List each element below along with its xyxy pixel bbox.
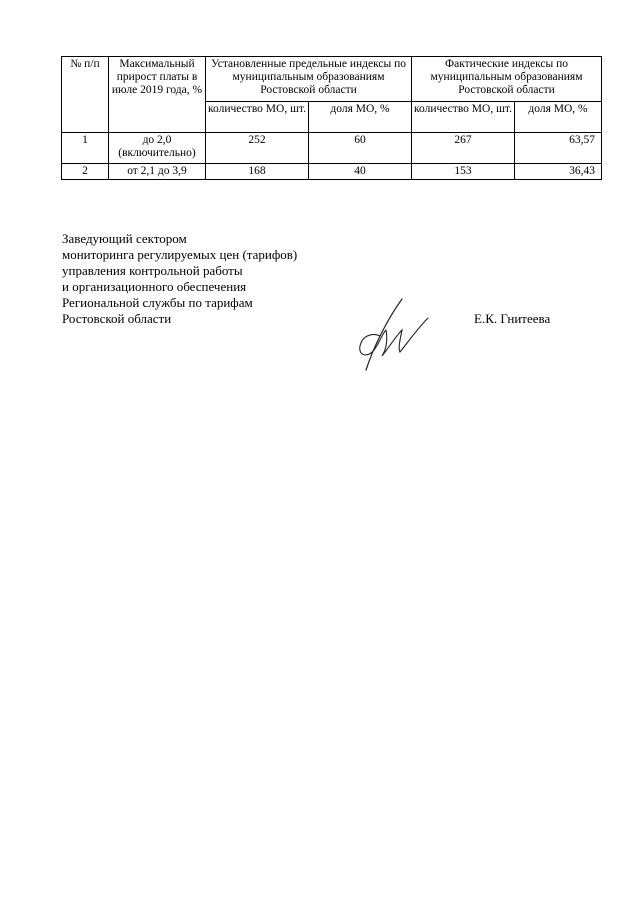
cell-act-count: 267 xyxy=(412,133,515,164)
title-line: мониторинга регулируемых цен (тарифов) xyxy=(62,247,298,262)
header-act-count: количество МО, шт. xyxy=(412,102,515,133)
title-line: Ростовской области xyxy=(62,311,172,326)
cell-num: 1 xyxy=(62,133,109,164)
header-num: № п/п xyxy=(62,57,109,133)
cell-est-count: 252 xyxy=(206,133,309,164)
cell-range: от 2,1 до 3,9 xyxy=(109,164,206,180)
header-est-count: количество МО, шт. xyxy=(206,102,309,133)
handwritten-signature xyxy=(352,296,432,374)
cell-est-share: 40 xyxy=(309,164,412,180)
header-actual: Фактические индексы по муниципальным образованиям Ростовской области xyxy=(412,57,602,102)
indices-table xyxy=(61,56,602,180)
table-row xyxy=(62,133,602,164)
table-header-row xyxy=(62,57,602,102)
title-line: и организационного обеспечения xyxy=(62,279,247,294)
cell-num: 2 xyxy=(62,164,109,180)
title-line: управления контрольной работы xyxy=(62,263,243,278)
title-line: Заведующий сектором xyxy=(62,231,187,246)
cell-est-share: 60 xyxy=(309,133,412,164)
cell-act-share: 63,57 xyxy=(515,133,602,164)
header-established: Установленные предельные индексы по муниципальным образованиям Ростовской области xyxy=(206,57,412,102)
header-max-growth: Максимальный прирост платы в июле 2019 года, % xyxy=(109,57,206,133)
signer-name: Е.К. Гнитеева xyxy=(474,311,551,326)
table-row xyxy=(62,164,602,180)
signatory-title xyxy=(62,231,362,327)
title-line: Региональной службы по тарифам xyxy=(62,295,253,310)
cell-act-count: 153 xyxy=(412,164,515,180)
header-act-share: доля МО, % xyxy=(515,102,602,133)
header-est-share: доля МО, % xyxy=(309,102,412,133)
cell-range: до 2,0 (включительно) xyxy=(109,133,206,164)
cell-act-share: 36,43 xyxy=(515,164,602,180)
cell-est-count: 168 xyxy=(206,164,309,180)
